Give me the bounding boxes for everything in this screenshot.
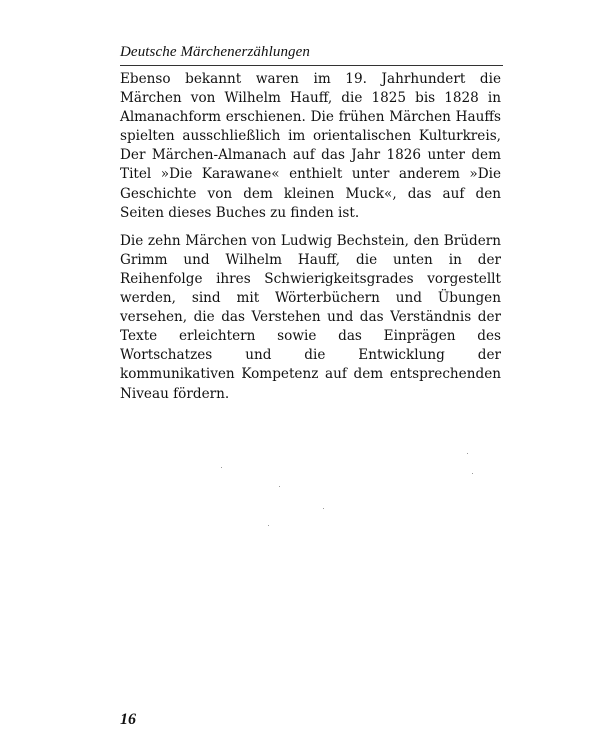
scan-speck: [467, 453, 468, 454]
scan-speck: [268, 525, 269, 526]
paragraph-hauff: Ebenso bekannt waren im 19. Jahrhundert die Märchen von Wilhelm Hauff, die 1825 bis 1828 in Almanachform erschienen. Die frühen Märchen Hauffs spielten ausschließlich im orientalischen Kulturkreis, Der Märchen-Almanach auf das Jahr 1826 unter dem Titel »Die Karawane« enthielt unter anderem »Die Geschichte von dem kleinen Muck«, das auf den Seiten dieses Buches zu finden ist.: [120, 71, 501, 221]
running-head-title: Deutsche Märchenerzählungen: [120, 44, 311, 60]
scan-speck: [323, 508, 324, 509]
page-number: 16: [120, 711, 136, 728]
scan-speck: [472, 473, 473, 474]
body-text: [120, 70, 501, 413]
scan-speck: [279, 486, 280, 487]
paragraph-ten-tales: Die zehn Märchen von Ludwig Bechstein, den Brüdern Grimm und Wilhelm Hauff, die unten in der Reihenfolge ihres Schwierigkeitsgrades vorgestellt werden, sind mit Wörterbüchern und Übungen versehen, die das Verstehen und das Verständnis der Texte erleichtern sowie das Einprägen des Wortschatzes und die Entwicklung der kommunikativen Kompetenz auf dem entsprechenden Niveau fördern.: [120, 232, 501, 402]
header-rule: [120, 65, 503, 66]
scan-speck: [221, 467, 222, 468]
